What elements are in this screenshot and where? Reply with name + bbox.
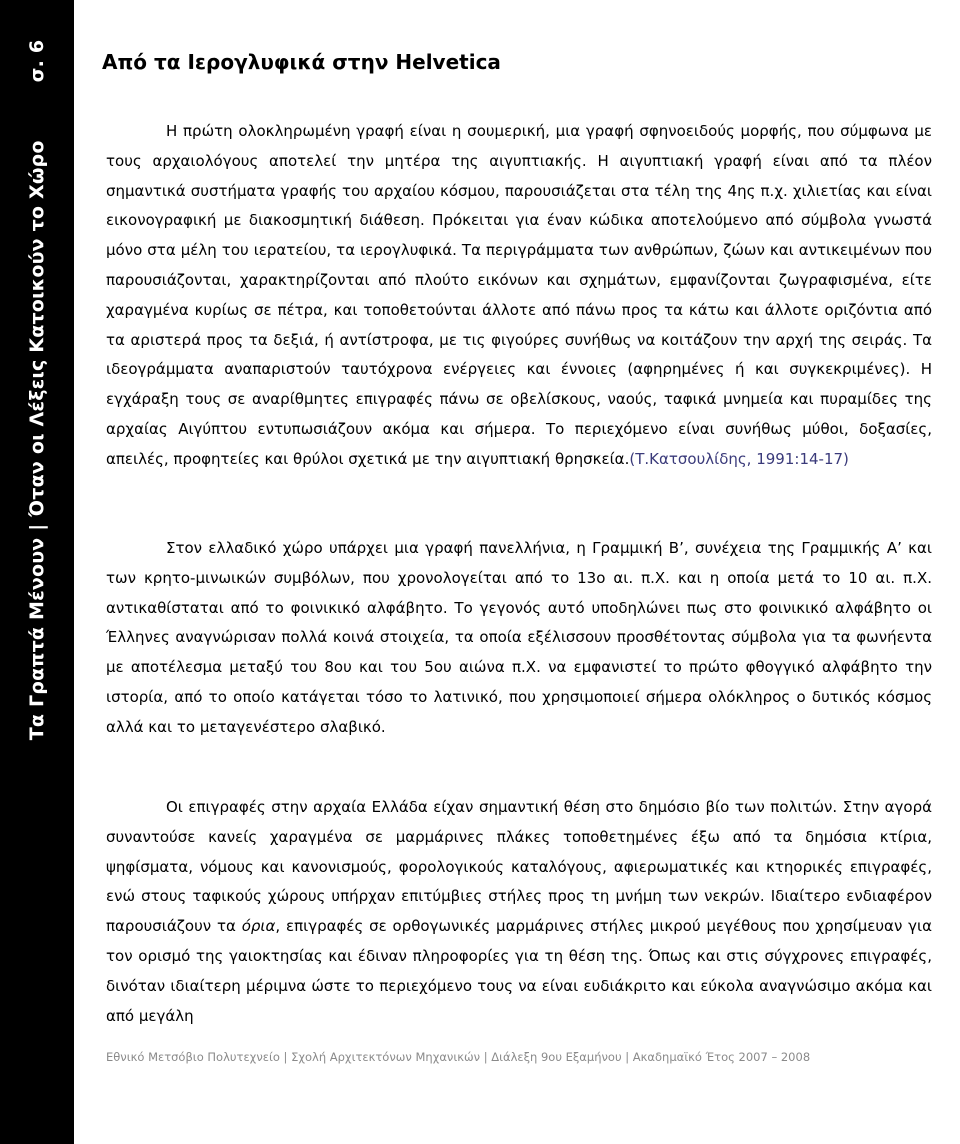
page-title: Από τα Ιερογλυφικά στην Helvetica: [102, 50, 501, 74]
emphasized-term: όρια: [241, 917, 276, 936]
paragraph-greek-alphabet: [106, 534, 932, 743]
sidebar-title: Τα Γραπτά Μένουν | Όταν οι Λέξεις Κατοικούν το Χώρο: [26, 140, 48, 741]
page-footer: Εθνικό Μετσόβιο Πολυτεχνείο | Σχολή Αρχιτεκτόνων Μηχανικών | Διάλεξη 9ου Εξαμήνου | Ακαδημαϊκό Έτος 2007 – 2008: [106, 1050, 811, 1064]
citation: (Τ.Κατσουλίδης, 1991:14-17): [629, 449, 849, 468]
paragraph-hieroglyphics: [106, 117, 932, 475]
paragraph-text: Η πρώτη ολοκληρωμένη γραφή είναι η σουμερική, μια γραφή σφηνοειδούς μορφής, που σύμφωνα με τους αρχαιολόγους αποτελεί την μητέρα της αιγυπτιακής. Η αιγυπτιακή γραφή είναι από τα πλέον σημαντικά συστήματα γραφής του αρχαίου κόσμου, παρουσιάζεται στα τέλη της 4ης π.χ. χιλιετίας και είναι εικονογραφική με διακοσμητική διάθεση. Πρόκειται για έναν κώδικα αποτελούμενο από σύμβολα γνωστά μόνο στα μέλη του ιερατείου, τα ιερογλυφικά. Τα περιγράμματα των ανθρώπων, ζώων και αντικειμένων που παρουσιάζονται, χαρακτηρίζονται από πλούτο εικόνων και σχημάτων, εμφανίζονται ζωγραφισμένα, είτε χαραγμένα κυρίως σε πέτρα, και τοποθετούνται άλλοτε από πάνω προς τα κάτω και άλλοτε οριζόντια από τα αριστερά προς τα δεξιά, ή αντίστροφα, με τις φιγούρες συνήθως να κοιτάζουν την αρχή της σειράς. Τα ιδεογράμματα αναπαριστούν ταυτόχρονα ενέργειες και έννοιες (αφηρημένες ή και συγκεκριμένες). Η εγχάραξη τους σε αναρίθμητες επιγραφές πάνω σε οβελίσκους, ναούς, ταφικά μνημεία και πυραμίδες της αρχαίας Αιγύπτου εντυπωσιάζουν ακόμα και σήμερα. Το περιεχόμενο είναι συνήθως μύθοι, δοξασίες, απειλές, προφητείες και θρύλοι σχετικά με την αιγυπτιακή θρησκεία.: [106, 122, 932, 468]
page-number: σ. 6: [26, 39, 48, 83]
paragraph-text: Στον ελλαδικό χώρο υπάρχει μια γραφή πανελλήνια, η Γραμμική Β’, συνέχεια της Γραμμικής Α’ και των κρητο-μινωικών συμβόλων, που χρονολογείται από το 13ο αι. π.Χ. και η οποία μετά το 10 αι. π.Χ. αντικαθίσταται από το φοινικικό αλφάβητο. Το γεγονός αυτό υποδηλώνει πως στο φοινικικό αλφάβητο οι Έλληνες αναγνώρισαν πολλά κοινά στοιχεία, τα οποία εξέλισσουν προσθέτοντας σύμβολα για τα φωνήεντα με αποτέλεσμα μεταξύ του 8ου και του 5ου αιώνα π.Χ. να εμφανιστεί το πρώτο φθογγικό αλφάβητο την ιστορία, από το οποίο κατάγεται τόσο το λατινικό, που χρησιμοποιεί σήμερα ολόκληρος ο δυτικός κόσμος αλλά και το μεταγενέστερο σλαβικό.: [106, 539, 932, 736]
sidebar-running-title: [26, 40, 48, 741]
sidebar: [0, 0, 74, 1144]
paragraph-text: Οι επιγραφές στην αρχαία Ελλάδα είχαν σημαντική θέση στο δημόσιο βίο των πολιτών. Στην αγορά συναντούσε κανείς χαραγμένα σε μαρμάρινες πλάκες τοποθετημένες έξω από τα δημόσια κτίρια, ψηφίσματα, νόμους και κανονισμούς, φορολογικούς καταλόγους, αφιερωματικές και κτηορικές επιγραφές, ενώ στους ταφικούς χώρους υπήρχαν επιτύμβιες στήλες προς τη μνήμη των νεκρών. Ιδιαίτερο ενδιαφέρον παρουσιάζουν τα: [106, 798, 932, 936]
paragraph-inscriptions: [106, 793, 932, 1031]
paragraph-text-continued: , επιγραφές σε ορθογωνικές μαρμάρινες στήλες μικρού μεγέθους που χρησίμευαν για τον ορισμό της γαιοκτησίας και έδιναν πληροφορίες για τη θέση της. Όπως και στις σύγχρονες επιγραφές, δινόταν ιδιαίτερη μέριμνα ώστε το περιεχόμενο τους να είναι ευδιάκριτο και εύκολα αναγνώσιμο ακόμα και από μεγάλη: [106, 917, 932, 1025]
